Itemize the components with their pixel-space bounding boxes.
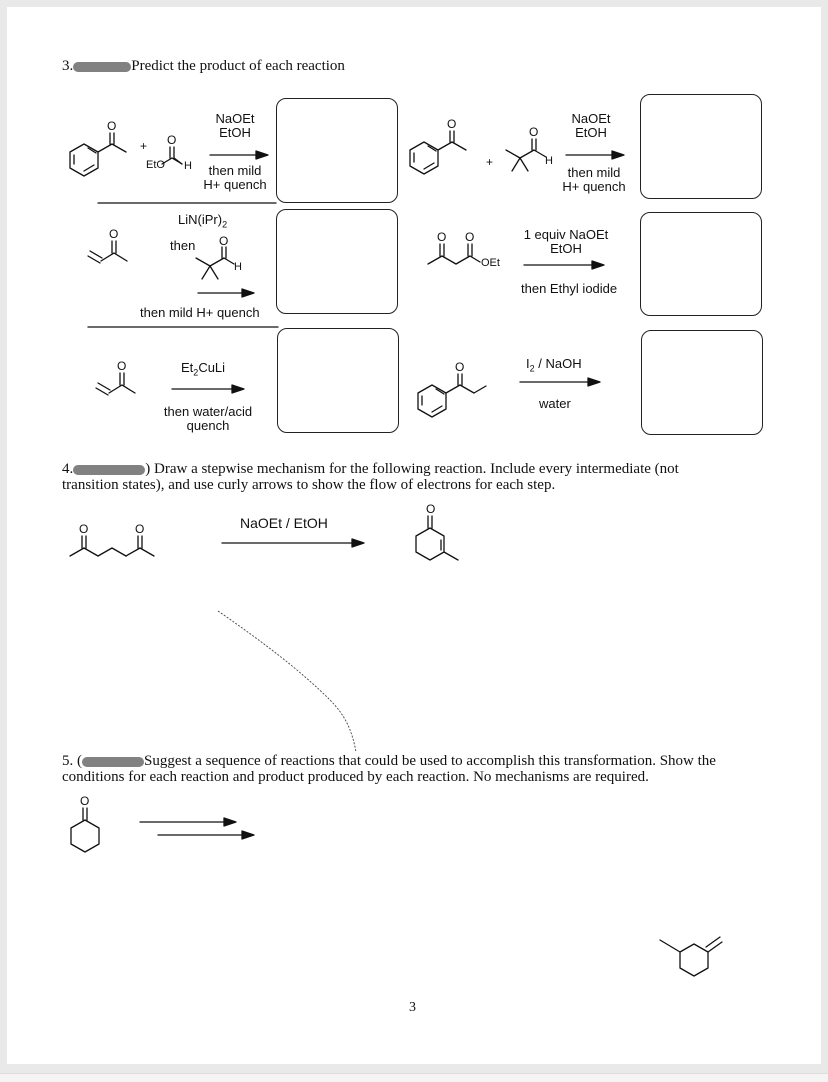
r6-ketone-o: O [455, 360, 465, 374]
r2-h-label: H [545, 155, 553, 167]
r1-reagent-2: EtOH [219, 125, 251, 140]
r3-condition: then mild H+ quench [140, 305, 260, 320]
q5-number: 5. ( [62, 753, 82, 769]
q5-line-1 [62, 753, 782, 769]
r1-condition-2: H+ quench [203, 177, 267, 192]
r6-condition: water [539, 396, 571, 411]
r3-h-label: H [234, 261, 242, 273]
r5-reagent-subscript: 2 [193, 367, 199, 378]
methylene-methylcyclohexane-structure [660, 937, 722, 976]
r2-reagent-1: NaOEt [571, 111, 611, 126]
r4-reagents [513, 228, 619, 256]
r4-ketone-o: O [437, 230, 447, 244]
r3-aldehyde-o: O [219, 234, 229, 248]
r6-reagent [526, 356, 582, 374]
q5-text-2: conditions for each reaction and product produced by each reaction. No mechanisms are required. [62, 769, 649, 785]
r2-aldehyde-o: O [529, 125, 539, 139]
r3-reagent-subscript: 2 [222, 219, 228, 230]
pivaldehyde-structure-2 [196, 247, 234, 279]
q4-text-2: transition states), and use curly arrows to show the flow of electrons for each step. [62, 477, 556, 493]
r5-ketone-o: O [117, 359, 127, 373]
r4-reagent-2: EtOH [550, 241, 582, 256]
redacted-points-scribble [73, 465, 145, 475]
r1-glyoxylate-o: O [167, 133, 177, 147]
r1-conditions [196, 164, 274, 192]
r2-carbonyl-o: O [447, 117, 457, 131]
r3-then: then [170, 238, 196, 253]
methyl-vinyl-ketone-structure [88, 241, 127, 263]
q3-number: 3. [62, 58, 74, 74]
r5-reagent-post: CuLi [198, 360, 226, 375]
stray-pen-mark [218, 611, 356, 752]
r5-reagent [181, 360, 225, 378]
r5-condition-1: then water/acid [163, 404, 253, 419]
redacted-points-scribble [82, 757, 144, 767]
q4-product-o: O [426, 502, 436, 516]
q5-text-1: Suggest a sequence of reactions that could be used to accomplish this transformation. Show the [144, 753, 716, 769]
r1-reagent-1: NaOEt [215, 111, 255, 126]
ethyl-glyoxylate-structure [162, 147, 182, 164]
propiophenone-structure [418, 374, 486, 417]
r1-plus: + [140, 139, 148, 153]
r5-reagent-pre: Et [181, 360, 194, 375]
r6-reagent-post: / NaOH [534, 356, 582, 371]
q4-number: 4. [62, 461, 74, 477]
q4-prompt [62, 461, 782, 493]
methyl-vinyl-ketone-structure-2 [96, 373, 135, 395]
r4-condition: then Ethyl iodide [521, 281, 618, 296]
page-number: 3 [409, 1000, 416, 1015]
r3-reagent [178, 212, 227, 230]
q5-ketone-o: O [80, 794, 90, 808]
r2-reagents [556, 112, 626, 140]
r1-h-label: H [184, 160, 192, 172]
acetophenone-structure [70, 133, 126, 176]
r4-reagent-1: 1 equiv NaOEt [523, 227, 609, 242]
r6-reagent-pre: I [526, 356, 530, 371]
r5-conditions [154, 405, 262, 433]
heptanedione-structure [70, 536, 154, 556]
r6-reagent-subscript: 2 [529, 363, 535, 374]
q4-text-1: ) Draw a stepwise mechanism for the following reaction. Include every intermediate (not [145, 461, 679, 477]
q4-dione-o-2: O [135, 522, 145, 536]
r3-ketone-o: O [109, 227, 119, 241]
r1-eto-label: EtO [146, 159, 165, 171]
ethyl-acetoacetate-structure [428, 244, 480, 264]
q3-title: Predict the product of each reaction [131, 58, 345, 74]
r5-condition-2: quench [186, 418, 230, 433]
r2-conditions [555, 166, 633, 194]
q4-reagent: NaOEt / EtOH [240, 515, 328, 531]
methylcyclohexenone-structure [416, 516, 458, 560]
r4-oet-label: OEt [481, 257, 500, 269]
q4-dione-o-1: O [79, 522, 89, 536]
r2-reagent-2: EtOH [575, 125, 607, 140]
acetophenone-structure-2 [410, 131, 466, 174]
cyclohexanone-structure [71, 808, 99, 852]
r2-plus: + [486, 155, 494, 169]
r4-ester-o: O [465, 230, 475, 244]
pivaldehyde-structure [506, 139, 546, 171]
r1-condition-1: then mild [208, 163, 262, 178]
r1-reagents [200, 112, 270, 140]
q5-prompt [62, 753, 782, 785]
r2-condition-2: H+ quench [562, 179, 626, 194]
q4-line-1 [62, 461, 782, 477]
r3-reagent-base: LiN(iPr) [178, 212, 223, 227]
r2-condition-1: then mild [567, 165, 621, 180]
r1-carbonyl-o: O [107, 119, 117, 133]
